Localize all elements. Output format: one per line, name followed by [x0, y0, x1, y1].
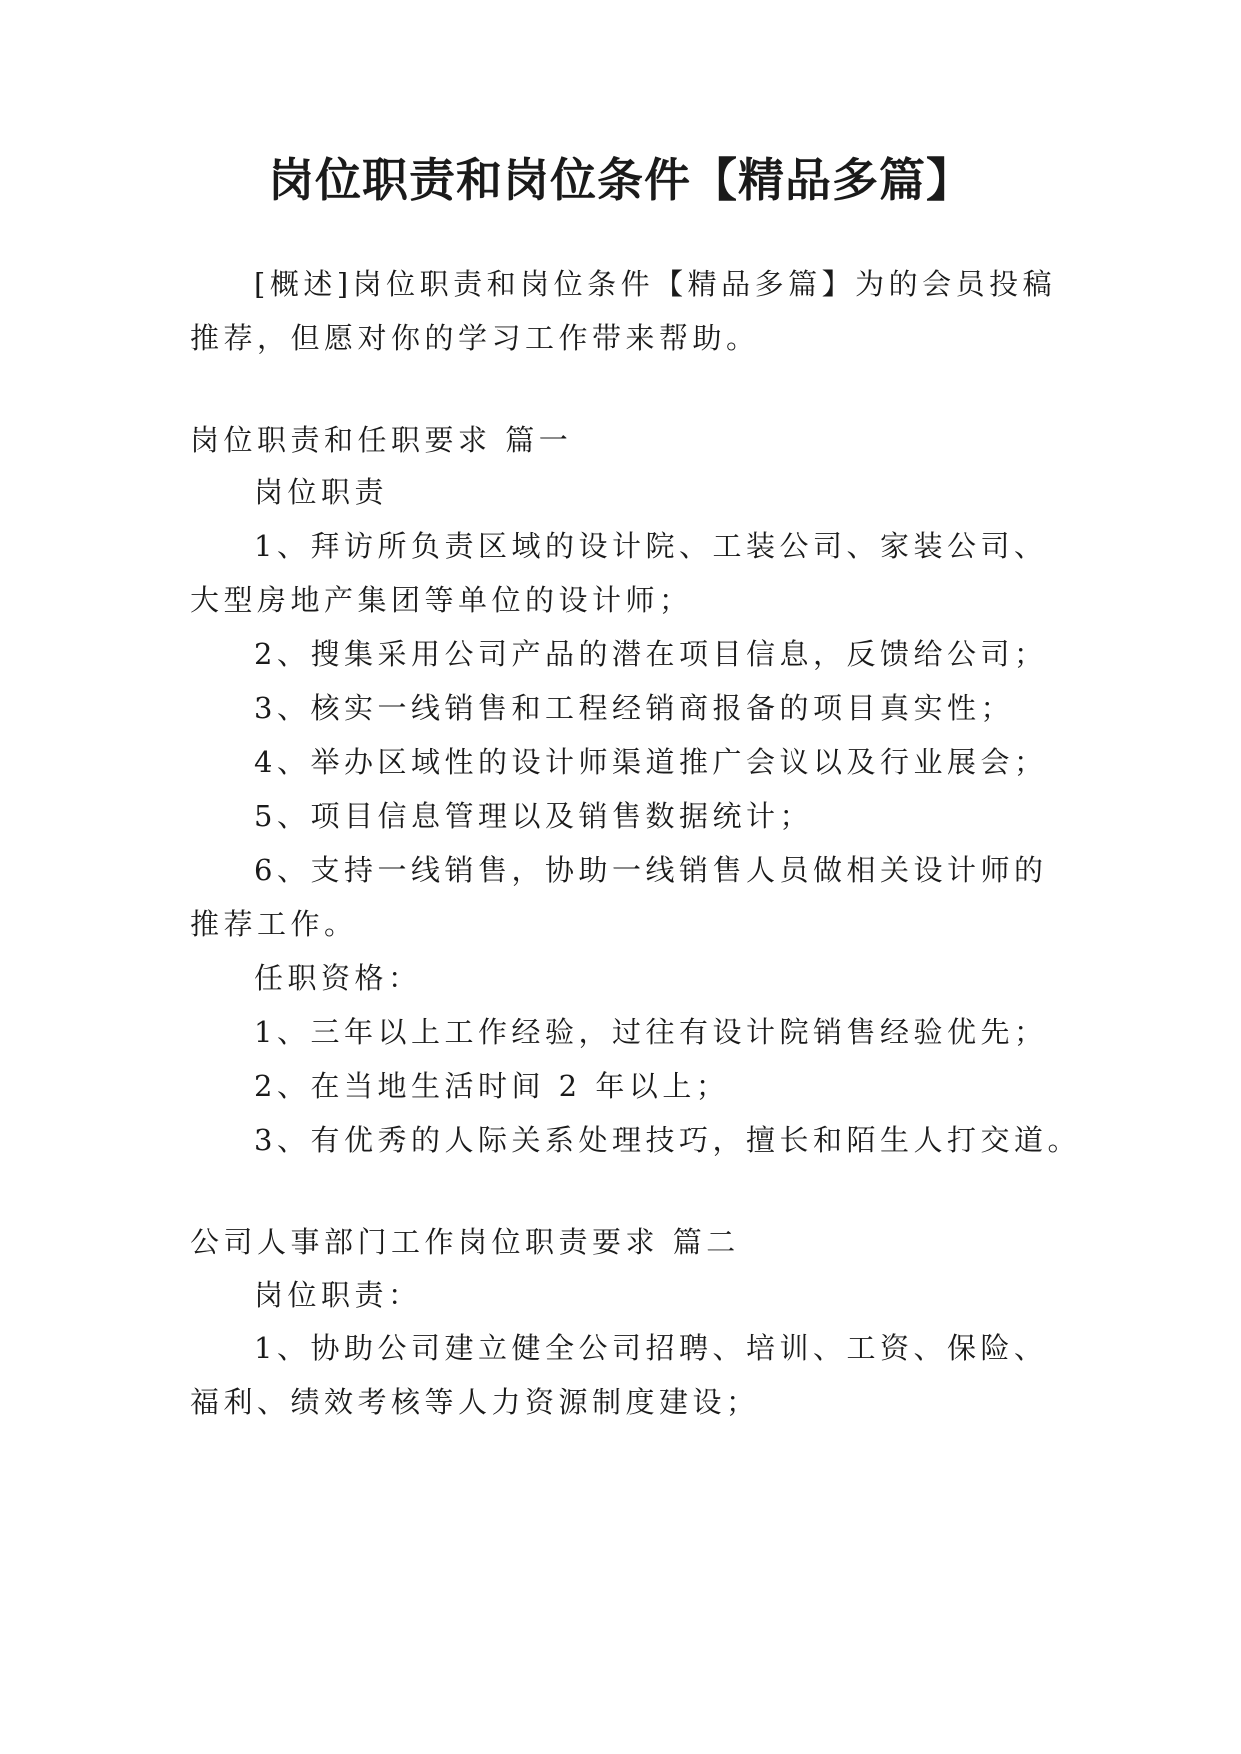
summary-line-1: [概述]岗位职责和岗位条件【精品多篇】为的会员投稿 [254, 267, 1057, 301]
subheading-qualifications: 任职资格： [254, 961, 422, 995]
paragraph-line: 推荐工作。 [190, 907, 358, 941]
paragraph-line: 6、支持一线销售，协助一线销售人员做相关设计师的 [254, 853, 1048, 887]
summary-line-2: 推荐，但愿对你的学习工作带来帮助。 [190, 321, 760, 355]
paragraph-line: 1、三年以上工作经验，过往有设计院销售经验优先； [254, 1015, 1048, 1049]
paragraph-line: 4、举办区域性的设计师渠道推广会议以及行业展会； [254, 745, 1048, 779]
paragraph-line: 1、拜访所负责区域的设计院、工装公司、家装公司、 [254, 529, 1048, 563]
paragraph-line: 2、搜集采用公司产品的潜在项目信息，反馈给公司； [254, 637, 1048, 671]
paragraph-line: 3、有优秀的人际关系处理技巧，擅长和陌生人打交道。 [254, 1123, 1081, 1157]
document-title: 岗位职责和岗位条件【精品多篇】 [268, 153, 973, 207]
paragraph-line: 大型房地产集团等单位的设计师； [190, 583, 693, 617]
paragraph-line: 福利、绩效考核等人力资源制度建设； [190, 1385, 760, 1419]
paragraph-line: 1、协助公司建立健全公司招聘、培训、工资、保险、 [254, 1331, 1048, 1365]
paragraph-line: 2、在当地生活时间 2 年以上； [254, 1069, 730, 1103]
subheading-duties-2: 岗位职责： [254, 1278, 422, 1312]
subheading-duties-1: 岗位职责 [254, 475, 389, 509]
paragraph-line: 5、项目信息管理以及销售数据统计； [254, 799, 813, 833]
section-heading-1: 岗位职责和任职要求 篇一 [190, 423, 573, 457]
section-heading-2: 公司人事部门工作岗位职责要求 篇二 [190, 1225, 740, 1259]
paragraph-line: 3、核实一线销售和工程经销商报备的项目真实性； [254, 691, 1014, 725]
